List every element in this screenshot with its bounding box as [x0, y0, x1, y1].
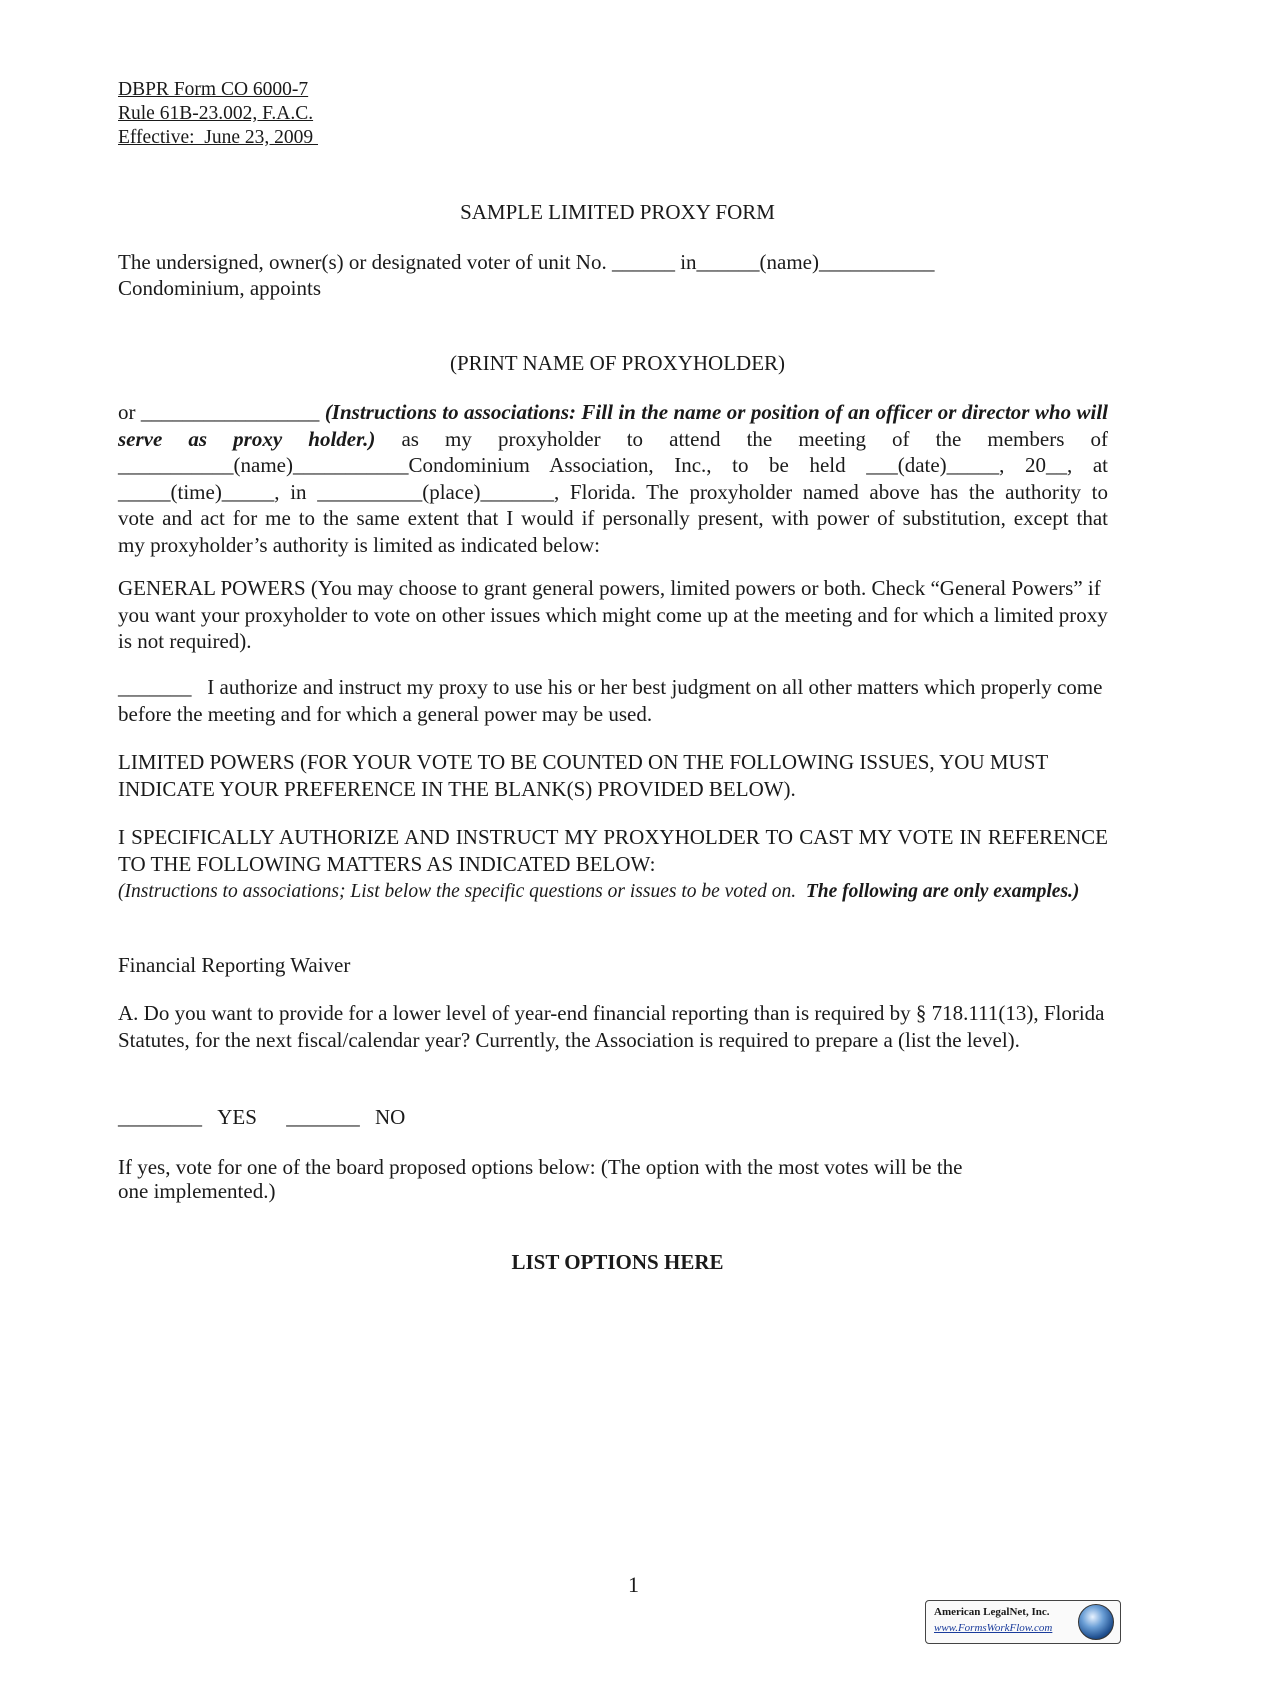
instruction-text: (Instructions to associations: Fill in the name or position of an officer or director who will serve as proxy holder.) — [118, 400, 1108, 451]
if-yes-line-1: If yes, vote for one of the board proposed options below: (The option with the most votes will be the — [118, 1155, 963, 1179]
general-authorize-paragraph — [118, 674, 1108, 727]
proxyholder-label: (PRINT NAME OF PROXYHOLDER) — [449, 351, 786, 375]
limited-instruction — [118, 877, 1108, 906]
page-title: SAMPLE LIMITED PROXY FORM — [460, 200, 775, 224]
form-effective-date: Effective: June 23, 2009 — [118, 127, 319, 148]
globe-icon — [1078, 1604, 1114, 1640]
appointment-rest: as my proxyholder to attend the meeting of the members of — [375, 426, 1108, 451]
limited-powers-paragraph: LIMITED POWERS (FOR YOUR VOTE TO BE COUNTED ON THE FOLLOWING ISSUES, YOU MUST INDICATE YOUR PREFERENCE IN THE BLANK(S) PROVIDED BELOW). — [118, 750, 1048, 801]
appointment-line-1 — [118, 399, 1108, 452]
no-label: NO — [374, 1105, 406, 1129]
yes-blank: ________ — [118, 1105, 202, 1129]
specific-authorization — [118, 824, 1108, 906]
appointment-line-3: ___________(name)___________Condominium Association, Inc., to be held ___(date)_____, 20__, at — [118, 453, 1108, 477]
page-number: 1 — [628, 1572, 639, 1597]
no-blank: _______ — [286, 1105, 360, 1129]
form-header — [118, 78, 318, 150]
appointment-paragraph — [118, 399, 1108, 558]
badge-url-link[interactable]: www.FormsWorkFlow.com — [934, 1622, 1053, 1634]
specific-authorization-text: I SPECIFICALLY AUTHORIZE AND INSTRUCT MY PROXYHOLDER TO CAST MY VOTE IN REFERENCE TO THE FOLLOWING MATTERS AS INDICATED BELOW: — [118, 825, 1108, 876]
appointment-line-5: vote and act for me to the same extent that I would if personally present, with power of substitution, except that — [118, 506, 1108, 530]
waiver-heading: Financial Reporting Waiver — [118, 953, 351, 977]
list-options-heading: LIST OPTIONS HERE — [511, 1250, 724, 1274]
intro-line-1: The undersigned, owner(s) or designated voter of unit No. ______ in______(name)___________ — [118, 250, 935, 274]
form-number: DBPR Form CO 6000-7 — [118, 79, 309, 100]
limited-instruction-text: (Instructions to associations; List below the specific questions or issues to be voted on. — [118, 881, 806, 902]
badge-company: American LegalNet, Inc. — [934, 1606, 1050, 1618]
general-authorize-text: I authorize and instruct my proxy to use his or her best judgment on all other matters which properly come before the meeting and for which a general power may be used. — [118, 675, 1108, 726]
american-legalnet-badge — [925, 1600, 1121, 1644]
intro-line-2: Condominium, appoints — [118, 276, 322, 300]
yes-label: YES — [217, 1105, 257, 1129]
general-authorize-blank: _______ — [118, 675, 192, 699]
yes-no-choice — [118, 1104, 405, 1131]
appointment-line-6: my proxyholder’s authority is limited as indicated below: — [118, 532, 600, 557]
waiver-question: A. Do you want to provide for a lower level of year-end financial reporting than is required by § 718.111(13), Florida Statutes, for the next fiscal/calendar year? Currently, the Association is required to prepare a (list the level). — [118, 1001, 1105, 1052]
form-rule: Rule 61B-23.002, F.A.C. — [118, 103, 314, 124]
limited-instruction-bold: The following are only examples.) — [805, 881, 1080, 902]
proxyholder-blank: or _________________ — [118, 400, 325, 424]
general-powers-paragraph: GENERAL POWERS (You may choose to grant general powers, limited powers or both. Check “General Powers” if you want your proxyholder to vote on other issues which might come up at the meeting and for which a limited proxy is not required). — [118, 576, 1108, 653]
if-yes-line-2: one implemented.) — [118, 1179, 276, 1203]
appointment-line-4: _____(time)_____, in __________(place)_______, Florida. The proxyholder named above has the authority to — [118, 479, 1108, 504]
